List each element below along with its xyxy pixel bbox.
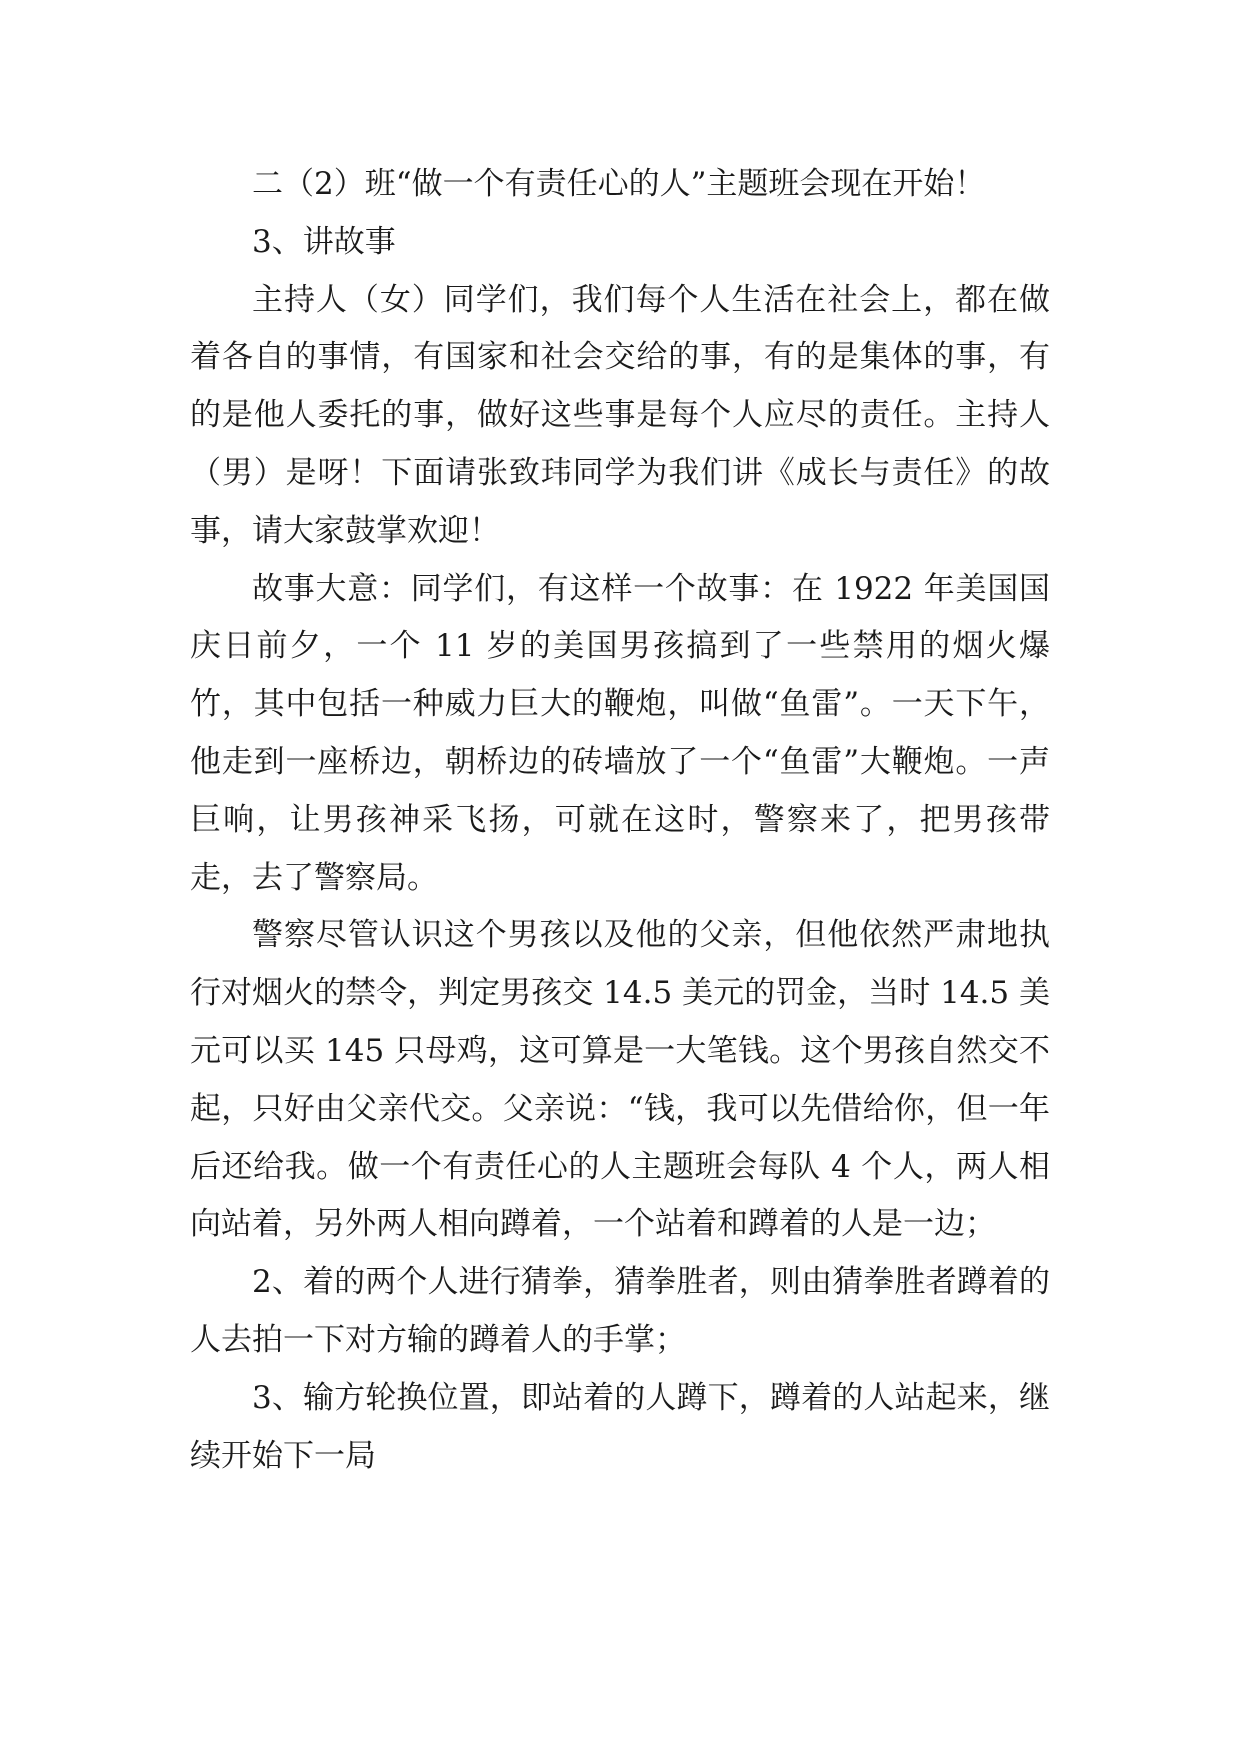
paragraph-police-fine: 警察尽管认识这个男孩以及他的父亲，但他依然严肃地执行对烟火的禁令，判定男孩交 14.5 美元的罚金，当时 14.5 美元可以买 145 只母鸡，这可算是一大笔钱。这个男孩自然交不起，只好由父亲代交。父亲说：“钱，我可以先借给你，但一年后还给我。做一个有责任心的人主题班会每队 4 个人，两人相向站着，另外两人相向蹲着，一个站着和蹲着的人是一边； [190,917,1050,1243]
paragraph-game-step-2: 2、着的两个人进行猜拳，猜拳胜者，则由猜拳胜者蹲着的人去拍一下对方输的蹲着人的手掌； [190,1264,1050,1358]
paragraph-section-heading: 3、讲故事 [252,223,396,260]
paragraph-title: 二（2）班“做一个有责任心的人”主题班会现在开始！ [252,166,986,202]
paragraph-host-intro: 主持人（女）同学们，我们每个人生活在社会上，都在做着各自的事情，有国家和社会交给的事，有的是集体的事，有的是他人委托的事，做好这些事是每个人应尽的责任。主持人（男）是呀！下面请张致玮同学为我们讲《成长与责任》的故事，请大家鼓掌欢迎！ [190,281,1050,549]
paragraph-game-step-3: 3、输方轮换位置，即站着的人蹲下，蹲着的人站起来，继续开始下一局 [190,1379,1050,1474]
paragraph-story-summary: 故事大意：同学们，有这样一个故事：在 1922 年美国国庆日前夕，一个 11 岁的美国男孩搞到了一些禁用的烟火爆竹，其中包括一种威力巨大的鞭炮，叫做“鱼雷”。一天下午，他走到一座桥边，朝桥边的砖墙放了一个“鱼雷”大鞭炮。一声巨响，让男孩神采飞扬，可就在这时，警察来了，把男孩带走，去了警察局。 [190,570,1050,896]
document-body [190,156,1050,1485]
